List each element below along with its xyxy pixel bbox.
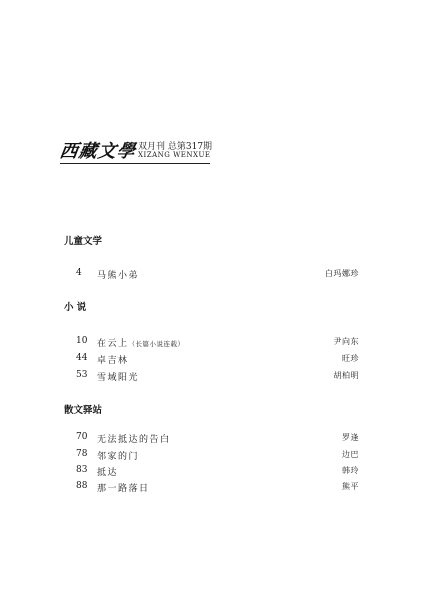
entry-author: 尹向东 [333, 337, 359, 346]
entry-title: 马熊小弟 [97, 271, 140, 281]
toc-row[interactable] [76, 432, 359, 444]
page-number: 78 [76, 449, 88, 459]
entry-author: 边巴 [342, 450, 359, 459]
entry-title [97, 336, 185, 349]
toc-row[interactable] [76, 353, 359, 365]
entry-title: 抵达 [97, 468, 119, 478]
section-title-fiction: 小 说 [64, 302, 87, 313]
entry-title: 卓吉林 [97, 356, 129, 366]
entry-note: （长篇小说连载） [128, 340, 185, 348]
page-number: 10 [76, 336, 88, 346]
entry-author: 胡柏明 [333, 371, 359, 380]
magazine-logo: 西藏文學 [58, 141, 138, 162]
entry-title-text: 在云上 [97, 339, 129, 349]
entry-title: 邻家的门 [97, 452, 140, 462]
entry-author: 白玛娜珍 [325, 269, 359, 278]
page-number: 4 [76, 268, 82, 278]
page-number: 44 [76, 353, 88, 363]
entry-title: 无法抵达的告白 [97, 435, 171, 445]
section-title-children: 儿童文学 [64, 236, 103, 247]
toc-row[interactable] [76, 481, 359, 493]
entry-author: 罗逢 [342, 433, 359, 442]
toc-row[interactable] [76, 370, 359, 382]
masthead [58, 137, 213, 167]
page-number: 70 [76, 432, 88, 442]
page-number: 83 [76, 465, 88, 475]
masthead-rule [60, 163, 210, 164]
page-number: 53 [76, 370, 88, 380]
toc-row[interactable] [76, 336, 359, 348]
toc-row[interactable] [76, 268, 359, 280]
entry-title: 雪域阳光 [97, 373, 140, 383]
entry-author: 熊平 [342, 482, 359, 491]
toc-row[interactable] [76, 465, 359, 477]
page-number: 88 [76, 481, 88, 491]
magazine-pinyin: XIZANG WENXUE [138, 151, 211, 159]
entry-author: 韩玲 [342, 466, 359, 475]
issue-info: 双月刊 总第317期 [138, 142, 213, 152]
section-title-essays: 散文驿站 [64, 405, 103, 416]
entry-author: 旺珍 [342, 354, 359, 363]
entry-title: 那一路落日 [97, 484, 150, 494]
toc-row[interactable] [76, 449, 359, 461]
